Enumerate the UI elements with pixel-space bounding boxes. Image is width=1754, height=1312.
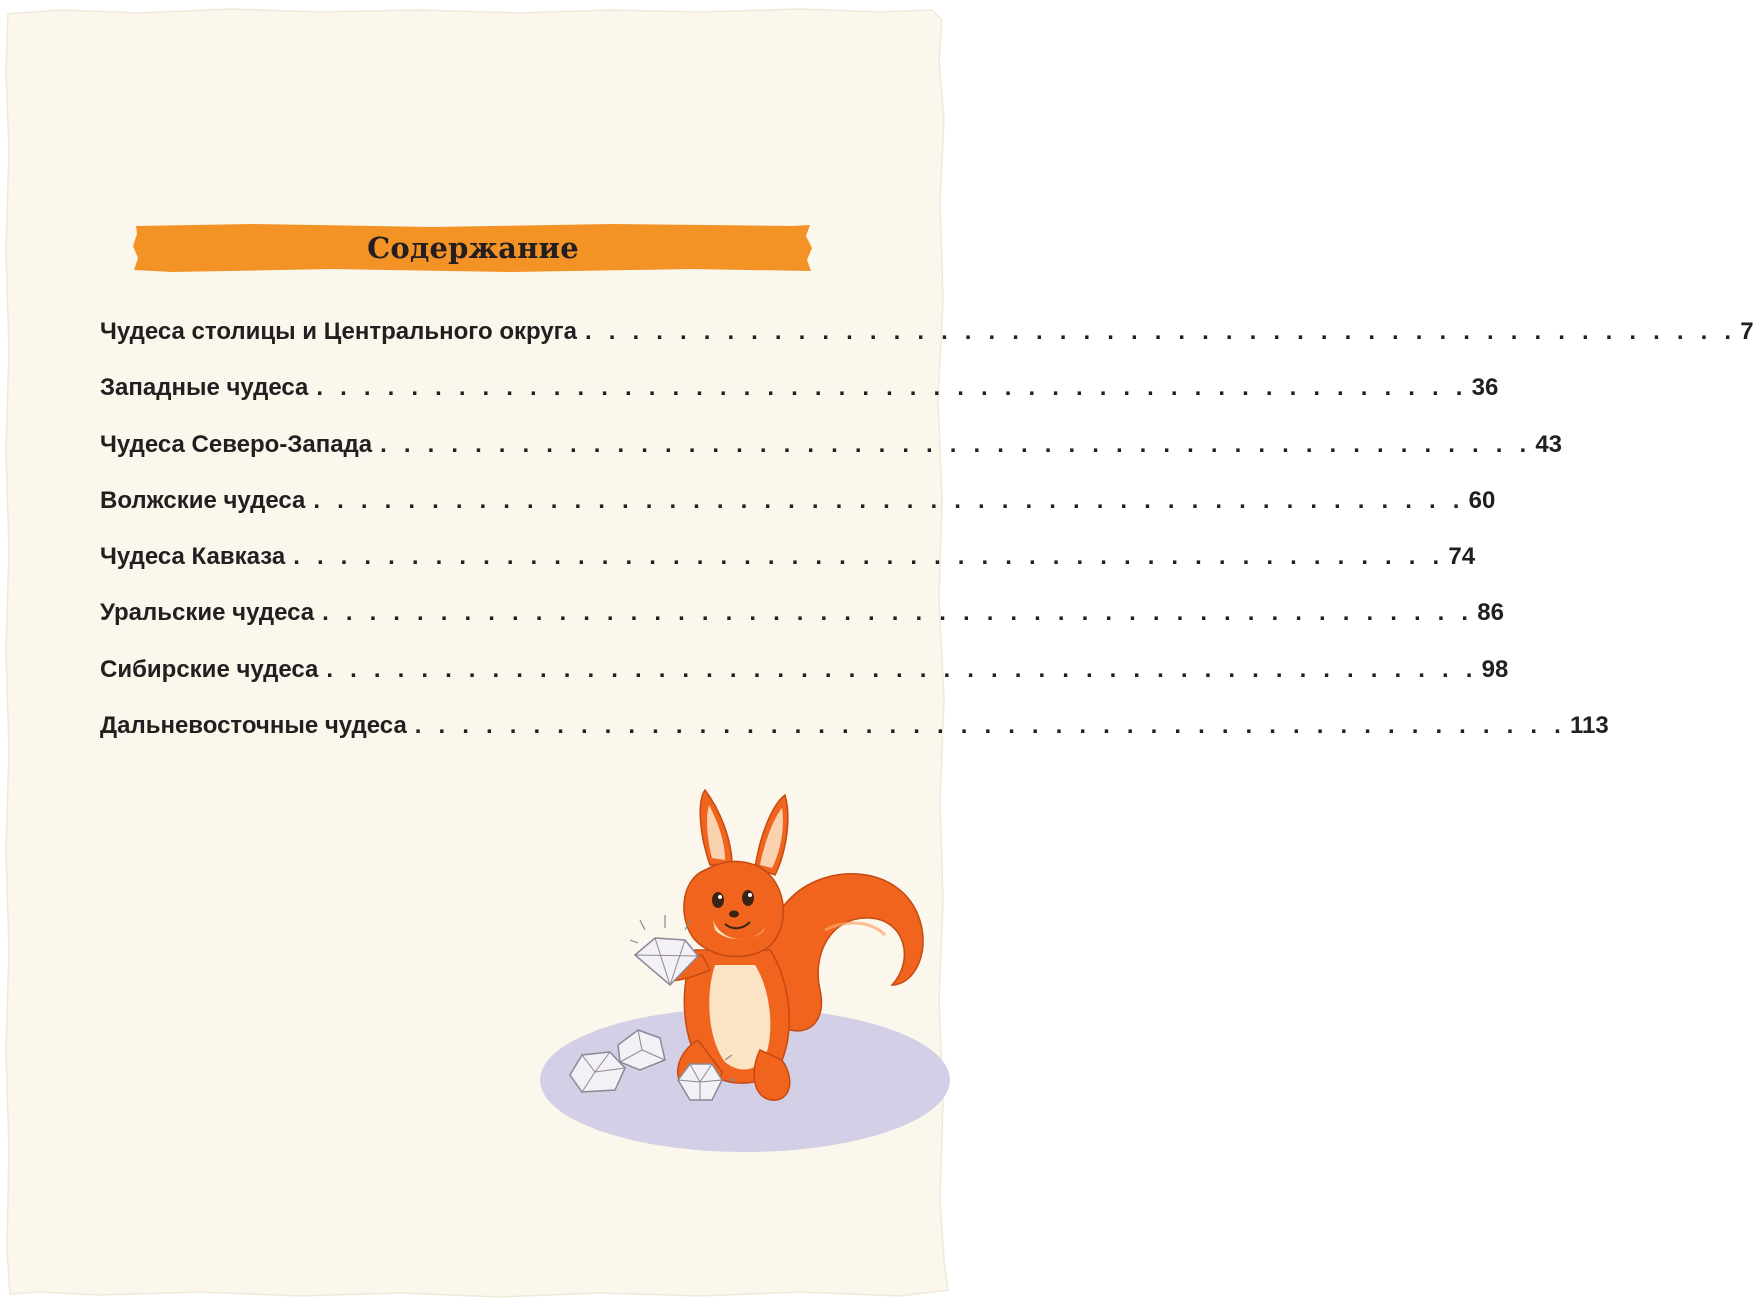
toc-entry-page: 86 bbox=[1477, 599, 1504, 627]
toc-leader-dots: . . . . . . . . . . . . . . . . . . . . . . . . . . . . . . . . . . . . . . . . . . . . . . . . . bbox=[326, 655, 1478, 683]
toc-entry-page: 74 bbox=[1448, 543, 1476, 571]
toc-leader-dots: . . . . . . . . . . . . . . . . . . . . . . . . . . . . . . . . . . . . . . . . . . . . . . . . . bbox=[316, 374, 1468, 402]
toc-entry[interactable] bbox=[100, 712, 1609, 768]
toc-entry[interactable] bbox=[100, 486, 1496, 543]
toc-leader-dots: . . . . . . . . . . . . . . . . . . . . . . . . . . . . . . . . . . . . . . . . . . . . . . . . . bbox=[380, 430, 1532, 458]
toc-leader-dots: . . . . . . . . . . . . . . . . . . . . . . . . . . . . . . . . . . . . . . . . . . . . . . . . . bbox=[585, 318, 1737, 345]
toc-entry-page: 113 bbox=[1570, 712, 1609, 740]
squirrel-right-eye bbox=[742, 890, 754, 906]
toc-entry[interactable] bbox=[100, 543, 1476, 599]
toc-entry[interactable] bbox=[100, 430, 1563, 487]
page-title: Содержание bbox=[367, 231, 579, 265]
squirrel-head bbox=[684, 861, 783, 956]
heading-banner bbox=[132, 222, 814, 274]
toc-entry-title: Чудеса Северо-Запада bbox=[100, 430, 373, 458]
toc-leader-dots: . . . . . . . . . . . . . . . . . . . . . . . . . . . . . . . . . . . . . . . . . . . . . . . . . bbox=[313, 486, 1465, 514]
toc-leader-dots: . . . . . . . . . . . . . . . . . . . . . . . . . . . . . . . . . . . . . . . . . . . . . . . . . bbox=[293, 543, 1445, 571]
toc-leader-dots: . . . . . . . . . . . . . . . . . . . . . . . . . . . . . . . . . . . . . . . . . . . . . . . . . bbox=[322, 599, 1474, 627]
toc-entry-title: Чудеса столицы и Центрального округа bbox=[100, 318, 578, 345]
toc-entry-page: 36 bbox=[1471, 374, 1499, 402]
toc-entry[interactable] bbox=[100, 374, 1499, 430]
toc-entry-title: Западные чудеса bbox=[100, 374, 309, 402]
toc-entry-title: Уральские чудеса bbox=[100, 599, 315, 627]
toc-entry-page: 98 bbox=[1481, 655, 1509, 683]
toc-entry-page: 7 bbox=[1740, 318, 1754, 345]
toc-entry-title: Дальневосточные чудеса bbox=[100, 712, 407, 740]
squirrel-left-eye bbox=[712, 892, 724, 908]
squirrel-illustration bbox=[520, 780, 930, 1160]
toc-entry-title: Волжские чудеса bbox=[100, 486, 306, 514]
toc-entry[interactable] bbox=[100, 599, 1504, 655]
toc-entry-page: 60 bbox=[1468, 486, 1496, 514]
toc-entry-title: Сибирские чудеса bbox=[100, 655, 319, 683]
toc-entry-title: Чудеса Кавказа bbox=[100, 543, 286, 571]
toc-entry-page: 43 bbox=[1535, 430, 1563, 458]
squirrel-nose bbox=[729, 911, 739, 918]
toc-entry[interactable] bbox=[100, 318, 1754, 374]
toc-leader-dots: . . . . . . . . . . . . . . . . . . . . . . . . . . . . . . . . . . . . . . . . . . . . . . . . . bbox=[414, 712, 1566, 740]
toc-entry[interactable] bbox=[100, 655, 1509, 712]
table-of-contents bbox=[100, 318, 1754, 768]
